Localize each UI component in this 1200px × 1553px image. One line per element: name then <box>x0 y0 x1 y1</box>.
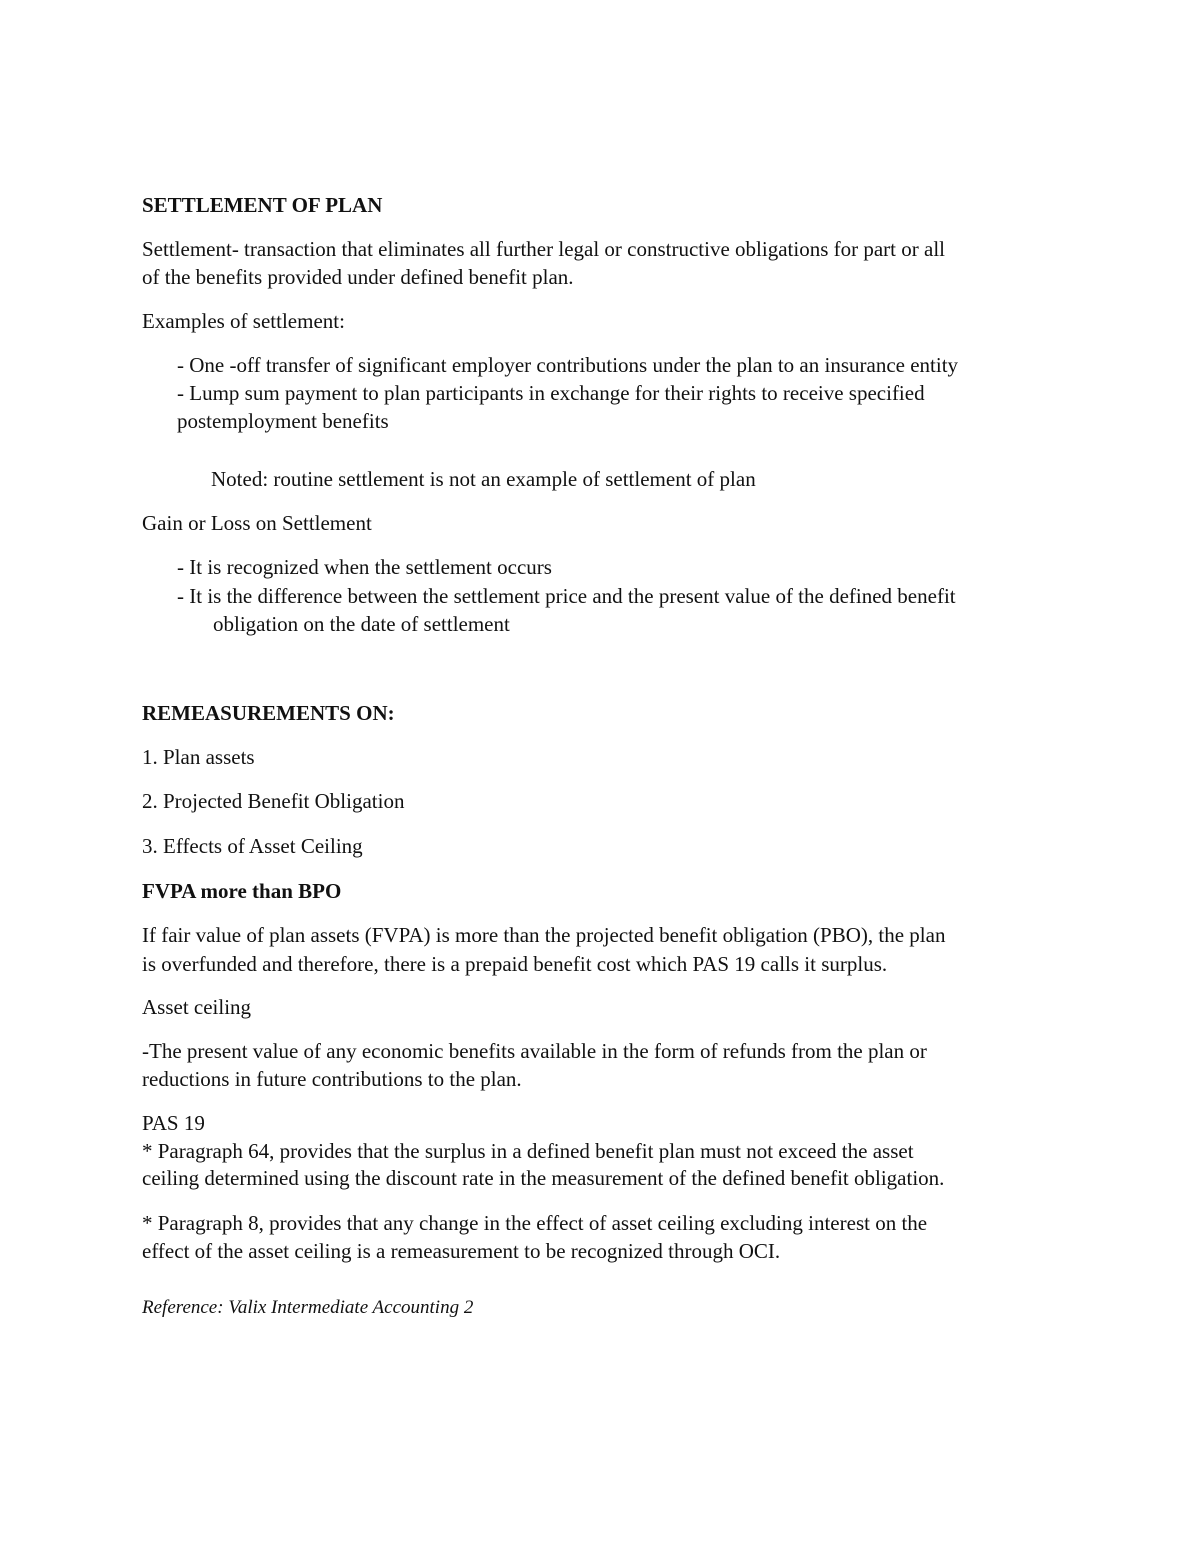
paragraph-64-line2: ceiling determined using the discount rate in the measurement of the defined benefit obligation. <box>142 1166 945 1190</box>
remeasurement-item-3: 3. Effects of Asset Ceiling <box>142 834 363 858</box>
remeasurement-item-1: 1. Plan assets <box>142 745 255 769</box>
gain-loss-label: Gain or Loss on Settlement <box>142 511 372 535</box>
asset-ceiling-definition-line2: reductions in future contributions to the plan. <box>142 1067 522 1091</box>
asset-ceiling-label: Asset ceiling <box>142 995 252 1019</box>
pas19-label: PAS 19 <box>142 1111 205 1135</box>
settlement-definition-line1: Settlement- transaction that eliminates all further legal or constructive obligations for part or all <box>142 237 945 261</box>
example-2-line1: - Lump sum payment to plan participants in exchange for their rights to receive specified <box>177 381 925 405</box>
example-2-line2: postemployment benefits <box>177 409 389 433</box>
fvpa-heading: FVPA more than BPO <box>142 879 342 903</box>
paragraph-64-line1: * Paragraph 64, provides that the surplus in a defined benefit plan must not exceed the asset <box>142 1139 914 1163</box>
fvpa-paragraph-line1: If fair value of plan assets (FVPA) is more than the projected benefit obligation (PBO), the plan <box>142 923 946 947</box>
gain-loss-item-2-line1: - It is the difference between the settlement price and the present value of the defined benefit <box>177 584 956 608</box>
reference-citation: Reference: Valix Intermediate Accounting 2 <box>142 1297 474 1318</box>
gain-loss-item-2-line2: obligation on the date of settlement <box>213 612 510 636</box>
paragraph-8-line1: * Paragraph 8, provides that any change in the effect of asset ceiling excluding interest on the <box>142 1211 928 1235</box>
fvpa-paragraph-line2: is overfunded and therefore, there is a prepaid benefit cost which PAS 19 calls it surplus. <box>142 952 888 976</box>
remeasurement-item-2: 2. Projected Benefit Obligation <box>142 789 405 813</box>
asset-ceiling-definition-line1: -The present value of any economic benefits available in the form of refunds from the plan or <box>142 1039 927 1063</box>
settlement-note: Noted: routine settlement is not an example of settlement of plan <box>211 467 756 491</box>
remeasurements-heading: REMEASUREMENTS ON: <box>142 701 395 725</box>
settlement-definition-line2: of the benefits provided under defined benefit plan. <box>142 265 574 289</box>
examples-label: Examples of settlement: <box>142 309 345 333</box>
settlement-heading: SETTLEMENT OF PLAN <box>142 193 383 217</box>
paragraph-8-line2: effect of the asset ceiling is a remeasurement to be recognized through OCI. <box>142 1239 781 1263</box>
example-1: - One -off transfer of significant employer contributions under the plan to an insurance entity <box>177 353 959 377</box>
gain-loss-item-1: - It is recognized when the settlement occurs <box>177 555 552 579</box>
